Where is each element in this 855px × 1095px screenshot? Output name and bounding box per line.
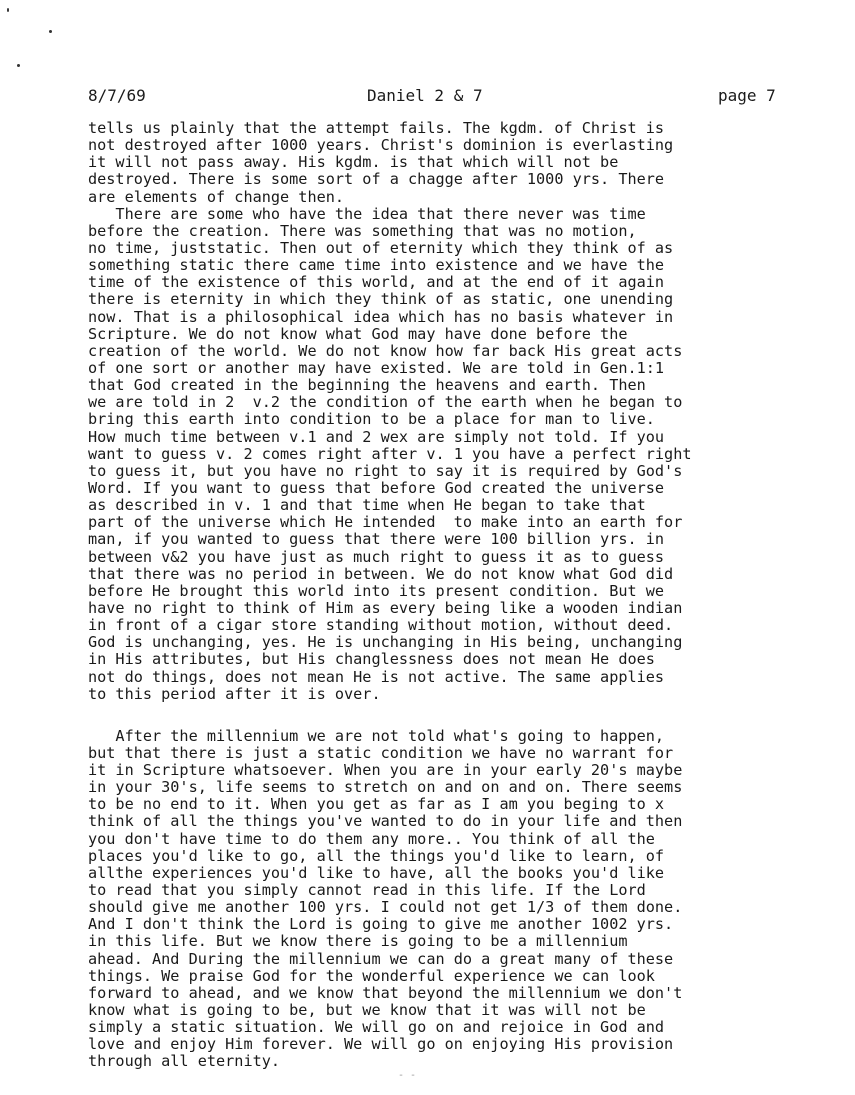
text-line: now. That is a philosophical idea which has no basis whatever in bbox=[88, 307, 674, 326]
text-line: before He brought this world into its present condition. But we bbox=[88, 581, 665, 600]
text-line: allthe experiences you'd like to have, all the books you'd like bbox=[88, 863, 665, 882]
text-line: in this life. But we know there is going to be a millennium bbox=[88, 932, 628, 951]
text-line: in front of a cigar store standing without motion, without deed. bbox=[88, 616, 674, 635]
paragraph bbox=[88, 120, 788, 703]
text-line: After the millennium we are not told what's going to happen, bbox=[88, 726, 665, 745]
paragraph-gap bbox=[88, 703, 788, 728]
text-line: that there was no period in between. We do not know what God did bbox=[88, 564, 674, 583]
text-line: man, if you wanted to guess that there were 100 billion yrs. in bbox=[88, 530, 665, 549]
text-line: destroyed. There is some sort of a chagge after 1000 yrs. There bbox=[88, 170, 665, 189]
header-page-number: page 7 bbox=[718, 86, 776, 105]
text-line: There are some who have the idea that there never was time bbox=[88, 204, 646, 223]
text-line: And I don't think the Lord is going to give me another 1002 yrs. bbox=[88, 915, 674, 934]
text-line: we are told in 2 v.2 the condition of the earth when he began to bbox=[88, 393, 683, 412]
scan-mark: - - bbox=[398, 1070, 417, 1081]
text-line: tells us plainly that the attempt fails. The kgdm. of Christ is bbox=[88, 119, 665, 137]
text-line: should give me another 100 yrs. I could not get 1/3 of them done. bbox=[88, 898, 683, 917]
text-line: in your 30's, life seems to stretch on and on and on. There seems bbox=[88, 778, 683, 797]
text-line: How much time between v.1 and 2 wex are simply not told. If you bbox=[88, 427, 665, 446]
transcript-body bbox=[88, 120, 788, 1071]
text-line: not do things, does not mean He is not active. The same applies bbox=[88, 667, 665, 686]
text-line: no time, juststatic. Then out of eternity which they think of as bbox=[88, 238, 674, 257]
text-line: places you'd like to go, all the things you'd like to learn, of bbox=[88, 846, 665, 865]
text-line: bring this earth into condition to be a place for man to live. bbox=[88, 410, 655, 429]
text-line: things. We praise God for the wonderful experience we can look bbox=[88, 966, 655, 985]
text-line: think of all the things you've wanted to do in your life and then bbox=[88, 812, 683, 831]
text-line: to guess it, but you have no right to say it is required by God's bbox=[88, 461, 683, 480]
text-line: to read that you simply cannot read in this life. If the Lord bbox=[88, 881, 646, 900]
text-line: are elements of change then. bbox=[88, 187, 345, 206]
page-header bbox=[0, 86, 855, 108]
text-line: God is unchanging, yes. He is unchanging in His being, unchanging bbox=[88, 633, 683, 652]
text-line: that God created in the beginning the heavens and earth. Then bbox=[88, 376, 646, 395]
text-line: have no right to think of Him as every being like a wooden indian bbox=[88, 598, 683, 617]
text-line: time of the existence of this world, and at the end of it again bbox=[88, 273, 665, 292]
text-line: before the creation. There was something that was no motion, bbox=[88, 221, 637, 240]
text-line: Word. If you want to guess that before God created the universe bbox=[88, 478, 665, 497]
text-line: between v&2 you have just as much right to guess it as to guess bbox=[88, 547, 665, 566]
text-line: of one sort or another may have existed. We are told in Gen.1:1 bbox=[88, 358, 665, 377]
text-line: know what is going to be, but we know that it was will not be bbox=[88, 1001, 646, 1020]
text-line: not destroyed after 1000 years. Christ's dominion is everlasting bbox=[88, 136, 674, 155]
text-line: there is eternity in which they think of as static, one unending bbox=[88, 290, 674, 309]
text-line: part of the universe which He intended to make into an earth for bbox=[88, 513, 683, 532]
text-line: simply a static situation. We will go on and rejoice in God and bbox=[88, 1018, 665, 1037]
text-line: as described in v. 1 and that time when He began to take that bbox=[88, 496, 646, 515]
text-line: to be no end to it. When you get as far as I am you beging to x bbox=[88, 795, 665, 814]
text-line: love and enjoy Him forever. We will go on enjoying His provision bbox=[88, 1035, 674, 1054]
scan-speck bbox=[17, 64, 20, 67]
header-title: Daniel 2 & 7 bbox=[367, 86, 483, 105]
text-line: something static there came time into existence and we have the bbox=[88, 256, 665, 275]
text-line: through all eternity. bbox=[88, 1052, 281, 1071]
text-line: you don't have time to do them any more.. You think of all the bbox=[88, 829, 655, 848]
text-line: it will not pass away. His kgdm. is that which will not be bbox=[88, 153, 619, 172]
text-line: Scripture. We do not know what God may have done before the bbox=[88, 324, 628, 343]
text-line: but that there is just a static condition we have no warrant for bbox=[88, 743, 674, 762]
text-line: in His attributes, but His changlessness does not mean He does bbox=[88, 650, 655, 669]
header-date: 8/7/69 bbox=[88, 86, 146, 105]
text-line: forward to ahead, and we know that beyond the millennium we don't bbox=[88, 983, 683, 1002]
paragraph bbox=[88, 728, 788, 1071]
text-line: it in Scripture whatsoever. When you are in your early 20's maybe bbox=[88, 761, 683, 780]
scan-speck bbox=[7, 8, 9, 12]
text-line: to this period after it is over. bbox=[88, 684, 381, 703]
text-line: ahead. And During the millennium we can do a great many of these bbox=[88, 949, 674, 968]
scan-speck bbox=[49, 30, 52, 33]
text-line: creation of the world. We do not know how far back His great acts bbox=[88, 341, 683, 360]
text-line: want to guess v. 2 comes right after v. 1 you have a perfect right bbox=[88, 444, 692, 463]
